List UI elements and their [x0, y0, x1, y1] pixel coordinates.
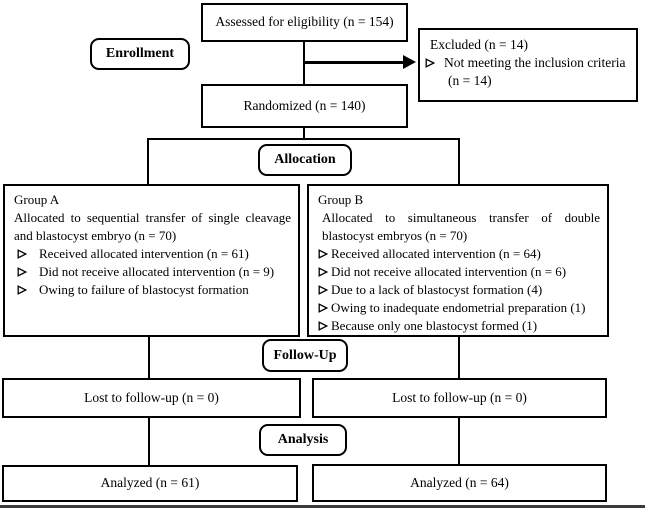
group-a-box [3, 184, 300, 337]
connector-branch-group-a [147, 138, 149, 185]
group-a-item-row [14, 245, 291, 263]
excluded-arrowhead-icon [403, 55, 416, 69]
arrowhead-bullet-icon [17, 249, 27, 259]
arrowhead-bullet-icon [318, 267, 328, 277]
group-b-item-text: Received allocated intervention (n = 64) [331, 246, 541, 261]
arrowhead-bullet-icon [17, 267, 27, 277]
group-a-item-row [14, 281, 291, 299]
group-a-item-text: Owing to failure of blastocyst formation [39, 282, 249, 297]
branch-horizontal [147, 138, 460, 140]
arrowhead-bullet-icon [17, 285, 27, 295]
group-b-item-row [318, 299, 600, 317]
assessed-label: Assessed for eligibility (n = 154) [215, 14, 394, 30]
connector-lost-b-analyzed [458, 417, 460, 466]
excluded-reason-text: Not meeting the inclusion criteria [444, 55, 626, 70]
excluded-reason-n: (n = 14) [448, 73, 492, 88]
arrowhead-bullet-icon [318, 321, 328, 331]
group-b-description: Allocated to simultaneous transfer of double blastocyst embryos (n = 70) [322, 210, 600, 243]
analyzed-b-box [312, 464, 607, 502]
followup-label-text: Follow-Up [273, 347, 337, 363]
connector-group-a-lost [148, 336, 150, 379]
group-a-item-text: Did not receive allocated intervention (n = 9) [39, 264, 275, 279]
arrowhead-bullet-icon [318, 285, 328, 295]
group-a-title: Group A [14, 192, 60, 207]
connector-group-b-lost [458, 336, 460, 379]
group-b-item-text: Did not receive allocated intervention (n = 6) [331, 264, 567, 279]
group-b-item-row [318, 245, 600, 263]
randomized-label: Randomized (n = 140) [243, 97, 366, 113]
arrowhead-bullet-icon [318, 303, 328, 313]
group-b-item-row [318, 317, 600, 335]
lost-followup-b-label: Lost to follow-up (n = 0) [392, 389, 527, 405]
followup-stage-label [262, 339, 348, 372]
group-b-item-row [318, 281, 600, 299]
lost-followup-a-box [2, 378, 301, 418]
connector-lost-a-analyzed [148, 417, 150, 466]
enrollment-label-text: Enrollment [105, 46, 175, 61]
analyzed-a-box [2, 465, 298, 502]
enrollment-stage-label [90, 38, 190, 70]
analysis-stage-label [259, 424, 347, 456]
allocation-stage-label [258, 144, 352, 176]
lost-followup-b-box [312, 378, 607, 418]
assessed-box [201, 3, 408, 42]
group-b-box [307, 184, 609, 337]
group-b-item-text: Due to a lack of blastocyst formation (4) [331, 282, 543, 297]
group-b-title: Group B [318, 192, 364, 207]
connector-branch-group-b [458, 138, 460, 185]
randomized-box [201, 84, 408, 128]
arrowhead-bullet-icon [318, 249, 328, 259]
arrowhead-bullet-icon [425, 58, 435, 68]
group-a-description: Allocated to sequential transfer of single cleavage and blastocyst embryo (n = 70) [14, 210, 291, 243]
allocation-label-text: Allocation [274, 152, 336, 167]
analysis-label-text: Analysis [277, 432, 329, 447]
figure-bottom-rule [0, 505, 645, 508]
lost-followup-a-label: Lost to follow-up (n = 0) [84, 389, 219, 405]
group-b-item-row [318, 263, 600, 281]
group-b-item-text: Owing to inadequate endometrial preparation (1) [331, 300, 586, 315]
analyzed-b-label: Analyzed (n = 64) [410, 474, 509, 490]
excluded-reason-row [425, 54, 630, 72]
connector-excluded-arrow-shaft [304, 61, 403, 64]
group-b-item-text: Because only one blastocyst formed (1) [331, 318, 538, 333]
excluded-title: Excluded (n = 14) [430, 37, 528, 52]
group-a-item-row [14, 263, 291, 281]
group-a-item-text: Received allocated intervention (n = 61) [39, 246, 249, 261]
excluded-box [418, 28, 638, 102]
analyzed-a-label: Analyzed (n = 61) [100, 475, 200, 491]
